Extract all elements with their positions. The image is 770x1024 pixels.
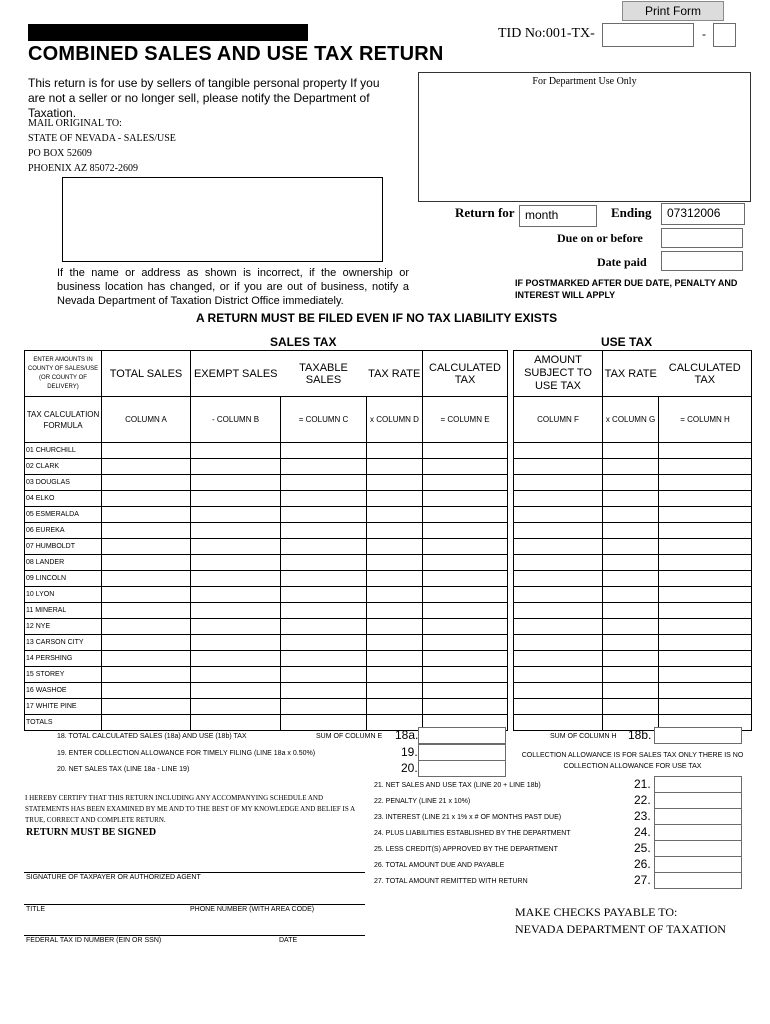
use-amount-cell[interactable] bbox=[603, 619, 659, 635]
sales-amount-cell[interactable] bbox=[102, 603, 191, 619]
use-amount-cell[interactable] bbox=[659, 555, 752, 571]
sales-amount-cell[interactable] bbox=[423, 523, 508, 539]
summary-line-text: 22. PENALTY (LINE 21 x 10%) bbox=[374, 798, 471, 805]
sales-amount-cell[interactable] bbox=[423, 699, 508, 715]
use-amount-cell[interactable] bbox=[514, 635, 603, 651]
header-bar bbox=[28, 24, 308, 41]
summary-line-number: 27. bbox=[634, 873, 651, 887]
calculated-tax-header: CALCULATED TAX bbox=[423, 351, 508, 397]
use-amount-cell[interactable] bbox=[603, 635, 659, 651]
line-20-text: 20. NET SALES TAX (LINE 18a - LINE 19) bbox=[57, 766, 190, 773]
sales-amount-cell[interactable] bbox=[367, 443, 423, 459]
sales-amount-cell[interactable] bbox=[423, 603, 508, 619]
address-change-notice: If the name or address as shown is incorrect, if the ownership or business location has changed, or if you are out of business, notify a Nevada Department of Taxation District Office immediately. bbox=[57, 267, 409, 307]
sales-amount-cell[interactable] bbox=[367, 603, 423, 619]
use-amount-cell[interactable] bbox=[659, 699, 752, 715]
tid-number-field[interactable] bbox=[602, 23, 694, 47]
use-table-row bbox=[514, 619, 752, 635]
county-name: 05 ESMERALDA bbox=[25, 507, 102, 523]
use-table-row bbox=[514, 603, 752, 619]
sales-table-row bbox=[25, 475, 508, 491]
use-amount-cell[interactable] bbox=[659, 539, 752, 555]
sales-amount-cell[interactable] bbox=[281, 555, 367, 571]
sales-amount-cell[interactable] bbox=[367, 683, 423, 699]
sales-amount-cell[interactable] bbox=[191, 507, 281, 523]
sales-tax-table bbox=[24, 350, 508, 731]
phone-label: PHONE NUMBER (WITH AREA CODE) bbox=[190, 906, 315, 913]
use-amount-cell[interactable] bbox=[514, 715, 603, 731]
sales-table-row bbox=[25, 699, 508, 715]
make-checks-line-1: MAKE CHECKS PAYABLE TO: bbox=[515, 905, 678, 919]
line-18-text: 18. TOTAL CALCULATED SALES (18a) AND USE (18b) TAX bbox=[57, 733, 247, 740]
ending-label: Ending bbox=[611, 205, 652, 220]
fein-line[interactable] bbox=[24, 935, 365, 936]
line-19-number: 19. bbox=[401, 745, 418, 759]
use-amount-cell[interactable] bbox=[514, 475, 603, 491]
sales-amount-cell[interactable] bbox=[423, 539, 508, 555]
summary-line-field[interactable] bbox=[654, 840, 742, 857]
summary-line-field[interactable] bbox=[654, 776, 742, 793]
title-label: TITLE bbox=[26, 906, 46, 913]
sales-amount-cell[interactable] bbox=[102, 507, 191, 523]
use-amount-cell[interactable] bbox=[514, 587, 603, 603]
use-amount-cell[interactable] bbox=[603, 571, 659, 587]
use-amount-cell[interactable] bbox=[603, 539, 659, 555]
sales-amount-cell[interactable] bbox=[367, 475, 423, 491]
use-table-row bbox=[514, 699, 752, 715]
sales-amount-cell[interactable] bbox=[367, 571, 423, 587]
sales-amount-cell[interactable] bbox=[191, 635, 281, 651]
line-20-number: 20. bbox=[401, 761, 418, 775]
sales-amount-cell[interactable] bbox=[102, 491, 191, 507]
use-table-row bbox=[514, 651, 752, 667]
sales-amount-cell[interactable] bbox=[191, 667, 281, 683]
summary-line-field[interactable] bbox=[654, 808, 742, 825]
sales-amount-cell[interactable] bbox=[367, 699, 423, 715]
sales-amount-cell[interactable] bbox=[102, 443, 191, 459]
return-must-be-signed: RETURN MUST BE SIGNED bbox=[26, 827, 157, 838]
due-date-field[interactable] bbox=[661, 228, 743, 248]
sales-table-row bbox=[25, 619, 508, 635]
sales-amount-cell[interactable] bbox=[423, 587, 508, 603]
use-amount-cell[interactable] bbox=[603, 507, 659, 523]
county-name: 12 NYE bbox=[25, 619, 102, 635]
sales-amount-cell[interactable] bbox=[191, 651, 281, 667]
county-header: ENTER AMOUNTS IN COUNTY OF SALES/USE (OR COUNTY OF DELIVERY) bbox=[25, 351, 102, 397]
sales-table-row bbox=[25, 667, 508, 683]
use-amount-cell[interactable] bbox=[514, 523, 603, 539]
mail-to-line-4: PHOENIX AZ 85072-2609 bbox=[28, 163, 138, 174]
use-amount-cell[interactable] bbox=[514, 459, 603, 475]
sales-amount-cell[interactable] bbox=[423, 683, 508, 699]
county-name: 02 CLARK bbox=[25, 459, 102, 475]
intro-text: This return is for use by sellers of tangible personal property If you are not a seller or no longer sell, please notify the Department of Taxation. bbox=[28, 76, 380, 120]
date-paid-label: Date paid bbox=[597, 255, 647, 269]
use-table-row bbox=[514, 571, 752, 587]
mail-to-line-2: STATE OF NEVADA - SALES/USE bbox=[28, 133, 176, 144]
county-name: 16 WASHOE bbox=[25, 683, 102, 699]
sales-amount-cell[interactable] bbox=[281, 715, 367, 731]
use-tax-rate-header: TAX RATE bbox=[603, 351, 659, 397]
use-table-row bbox=[514, 667, 752, 683]
sales-amount-cell[interactable] bbox=[191, 555, 281, 571]
sales-amount-cell[interactable] bbox=[191, 443, 281, 459]
county-name: 01 CHURCHILL bbox=[25, 443, 102, 459]
summary-line-text: 26. TOTAL AMOUNT DUE AND PAYABLE bbox=[374, 862, 505, 869]
use-amount-cell[interactable] bbox=[659, 651, 752, 667]
sales-amount-cell[interactable] bbox=[367, 491, 423, 507]
summary-line-number: 25. bbox=[634, 841, 651, 855]
summary-line-number: 26. bbox=[634, 857, 651, 871]
formula-column-c: = COLUMN C bbox=[281, 397, 367, 443]
sales-amount-cell[interactable] bbox=[423, 555, 508, 571]
sales-table-row bbox=[25, 459, 508, 475]
use-amount-cell[interactable] bbox=[514, 651, 603, 667]
sales-amount-cell[interactable] bbox=[281, 539, 367, 555]
county-name: 17 WHITE PINE bbox=[25, 699, 102, 715]
sum-column-e-label: SUM OF COLUMN E bbox=[316, 733, 383, 740]
sales-amount-cell[interactable] bbox=[102, 651, 191, 667]
summary-line-text: 21. NET SALES AND USE TAX (LINE 20 + LINE 18b) bbox=[374, 782, 541, 789]
sales-amount-cell[interactable] bbox=[367, 587, 423, 603]
sales-amount-cell[interactable] bbox=[102, 571, 191, 587]
county-name: 06 EUREKA bbox=[25, 523, 102, 539]
summary-line-text: 23. INTEREST (LINE 21 x 1% x # OF MONTHS PAST DUE) bbox=[374, 814, 562, 821]
use-amount-cell[interactable] bbox=[514, 443, 603, 459]
use-amount-cell[interactable] bbox=[659, 619, 752, 635]
sales-amount-cell[interactable] bbox=[191, 603, 281, 619]
use-amount-cell[interactable] bbox=[603, 667, 659, 683]
use-amount-cell[interactable] bbox=[603, 587, 659, 603]
sales-amount-cell[interactable] bbox=[423, 507, 508, 523]
sales-amount-cell[interactable] bbox=[423, 475, 508, 491]
use-table-row bbox=[514, 635, 752, 651]
sales-amount-cell[interactable] bbox=[191, 683, 281, 699]
sales-amount-cell[interactable] bbox=[191, 459, 281, 475]
postmark-notice: IF POSTMARKED AFTER DUE DATE, PENALTY AND INTEREST WILL APPLY bbox=[515, 278, 738, 300]
sales-table-row bbox=[25, 651, 508, 667]
county-name: 14 PERSHING bbox=[25, 651, 102, 667]
date-label: DATE bbox=[279, 937, 298, 944]
sales-amount-cell[interactable] bbox=[423, 491, 508, 507]
use-amount-cell[interactable] bbox=[514, 539, 603, 555]
sales-amount-cell[interactable] bbox=[281, 443, 367, 459]
return-for-field[interactable]: month bbox=[519, 205, 597, 227]
department-use-box bbox=[418, 72, 751, 202]
use-amount-cell[interactable] bbox=[514, 507, 603, 523]
summary-line-text: 27. TOTAL AMOUNT REMITTED WITH RETURN bbox=[374, 878, 528, 885]
use-amount-cell[interactable] bbox=[603, 443, 659, 459]
use-table-row bbox=[514, 459, 752, 475]
collection-allowance-note: COLLECTION ALLOWANCE IS FOR SALES TAX ONLY THERE IS NO COLLECTION ALLOWANCE FOR USE TAX bbox=[521, 752, 744, 770]
sum-column-h-label: SUM OF COLUMN H bbox=[550, 733, 617, 740]
use-amount-cell[interactable] bbox=[603, 475, 659, 491]
sales-amount-cell[interactable] bbox=[191, 619, 281, 635]
sales-amount-cell[interactable] bbox=[423, 635, 508, 651]
formula-column-e: = COLUMN E bbox=[423, 397, 508, 443]
use-amount-cell[interactable] bbox=[659, 667, 752, 683]
use-amount-cell[interactable] bbox=[514, 571, 603, 587]
use-amount-cell[interactable] bbox=[603, 491, 659, 507]
sales-amount-cell[interactable] bbox=[102, 715, 191, 731]
summary-line-field[interactable] bbox=[654, 824, 742, 841]
county-name: 11 MINERAL bbox=[25, 603, 102, 619]
use-amount-cell[interactable] bbox=[659, 635, 752, 651]
county-name: 10 LYON bbox=[25, 587, 102, 603]
mail-to-line-1: MAIL ORIGINAL TO: bbox=[28, 118, 122, 129]
sales-amount-cell[interactable] bbox=[102, 459, 191, 475]
line-18b-number: 18b. bbox=[628, 728, 652, 742]
sales-amount-cell[interactable] bbox=[281, 699, 367, 715]
sales-amount-cell[interactable] bbox=[281, 635, 367, 651]
sales-table-row bbox=[25, 571, 508, 587]
print-form-button[interactable] bbox=[622, 1, 724, 21]
formula-column-b: - COLUMN B bbox=[191, 397, 281, 443]
sales-amount-cell[interactable] bbox=[423, 443, 508, 459]
title-line[interactable] bbox=[24, 904, 365, 905]
use-table-row bbox=[514, 475, 752, 491]
signature-label: SIGNATURE OF TAXPAYER OR AUTHORIZED AGENT bbox=[26, 874, 201, 881]
use-table-row bbox=[514, 507, 752, 523]
use-amount-cell[interactable] bbox=[603, 523, 659, 539]
sales-amount-cell[interactable] bbox=[423, 459, 508, 475]
use-table-row bbox=[514, 491, 752, 507]
sales-amount-cell[interactable] bbox=[191, 523, 281, 539]
sales-table-row bbox=[25, 603, 508, 619]
sales-amount-cell[interactable] bbox=[191, 475, 281, 491]
sales-table-row bbox=[25, 683, 508, 699]
use-amount-cell[interactable] bbox=[603, 683, 659, 699]
sales-table-row bbox=[25, 635, 508, 651]
use-amount-cell[interactable] bbox=[659, 571, 752, 587]
county-name: 03 DOUGLAS bbox=[25, 475, 102, 491]
use-table-row bbox=[514, 523, 752, 539]
form-title: COMBINED SALES AND USE TAX RETURN bbox=[28, 43, 444, 65]
county-name: 08 LANDER bbox=[25, 555, 102, 571]
certification-text: I HEREBY CERTIFY THAT THIS RETURN INCLUDING ANY ACCOMPANYING SCHEDULE AND STATEMENTS HAS BEEN EXAMINED BY ME AND TO THE BEST OF MY KNOWLEDGE AND BELIEF IS A TRUE, CORRECT AND COMPLETE RETURN. bbox=[25, 794, 355, 824]
sales-tax-heading: SALES TAX bbox=[270, 335, 337, 349]
use-amount-cell[interactable] bbox=[603, 651, 659, 667]
county-name: 13 CARSON CITY bbox=[25, 635, 102, 651]
sales-amount-cell[interactable] bbox=[367, 555, 423, 571]
summary-line-field[interactable] bbox=[654, 872, 742, 889]
sales-amount-cell[interactable] bbox=[102, 555, 191, 571]
sales-amount-cell[interactable] bbox=[281, 507, 367, 523]
use-table-row bbox=[514, 683, 752, 699]
use-amount-cell[interactable] bbox=[514, 603, 603, 619]
sales-table-row bbox=[25, 491, 508, 507]
formula-column-a: COLUMN A bbox=[102, 397, 191, 443]
summary-line-number: 22. bbox=[634, 793, 651, 807]
fein-label: FEDERAL TAX ID NUMBER (EIN OR SSN) bbox=[26, 937, 162, 944]
sales-amount-cell[interactable] bbox=[281, 651, 367, 667]
summary-line-field[interactable] bbox=[654, 856, 742, 873]
line-20-field[interactable] bbox=[418, 760, 506, 777]
line-18a-field[interactable] bbox=[418, 727, 506, 744]
sales-amount-cell[interactable] bbox=[281, 459, 367, 475]
use-amount-cell[interactable] bbox=[659, 587, 752, 603]
sales-amount-cell[interactable] bbox=[423, 667, 508, 683]
use-amount-cell[interactable] bbox=[659, 683, 752, 699]
use-table-row bbox=[514, 443, 752, 459]
sales-amount-cell[interactable] bbox=[191, 699, 281, 715]
sales-table-row bbox=[25, 443, 508, 459]
formula-column-g: x COLUMN G bbox=[603, 397, 659, 443]
sales-amount-cell[interactable] bbox=[281, 491, 367, 507]
formula-column-h: = COLUMN H bbox=[659, 397, 752, 443]
sales-amount-cell[interactable] bbox=[191, 491, 281, 507]
sales-amount-cell[interactable] bbox=[191, 571, 281, 587]
sales-amount-cell[interactable] bbox=[102, 475, 191, 491]
mail-to-block bbox=[28, 116, 176, 176]
sales-amount-cell[interactable] bbox=[191, 715, 281, 731]
use-amount-cell[interactable] bbox=[659, 491, 752, 507]
sales-amount-cell[interactable] bbox=[281, 571, 367, 587]
use-amount-cell[interactable] bbox=[514, 667, 603, 683]
sales-table-row bbox=[25, 507, 508, 523]
sales-amount-cell[interactable] bbox=[102, 619, 191, 635]
mail-to-line-3: PO BOX 52609 bbox=[28, 148, 92, 159]
summary-line-number: 21. bbox=[634, 777, 651, 791]
line-18b-field[interactable] bbox=[654, 727, 742, 744]
date-paid-field[interactable] bbox=[661, 251, 743, 271]
sales-amount-cell[interactable] bbox=[423, 571, 508, 587]
tid-suffix-field[interactable] bbox=[713, 23, 736, 47]
sales-amount-cell[interactable] bbox=[281, 523, 367, 539]
summary-line-number: 24. bbox=[634, 825, 651, 839]
summary-line-text: 24. PLUS LIABILITIES ESTABLISHED BY THE DEPARTMENT bbox=[374, 830, 571, 837]
taxable-sales-header: TAXABLE SALES bbox=[281, 351, 367, 397]
sales-amount-cell[interactable] bbox=[367, 651, 423, 667]
use-amount-cell[interactable] bbox=[514, 555, 603, 571]
summary-line-text: 25. LESS CREDIT(S) APPROVED BY THE DEPARTMENT bbox=[374, 846, 558, 853]
tax-rate-header: TAX RATE bbox=[367, 351, 423, 397]
department-use-label: For Department Use Only bbox=[532, 76, 637, 87]
county-name: 04 ELKO bbox=[25, 491, 102, 507]
use-amount-cell[interactable] bbox=[603, 699, 659, 715]
sales-amount-cell[interactable] bbox=[367, 523, 423, 539]
use-amount-cell[interactable] bbox=[603, 555, 659, 571]
due-date-label: Due on or before bbox=[557, 231, 643, 245]
sales-amount-cell[interactable] bbox=[423, 651, 508, 667]
sales-amount-cell[interactable] bbox=[281, 667, 367, 683]
sales-amount-cell[interactable] bbox=[102, 539, 191, 555]
sales-amount-cell[interactable] bbox=[102, 667, 191, 683]
sales-amount-cell[interactable] bbox=[281, 619, 367, 635]
sales-amount-cell[interactable] bbox=[281, 587, 367, 603]
county-name: TOTALS bbox=[25, 715, 102, 731]
use-amount-cell[interactable] bbox=[659, 523, 752, 539]
summary-line-field[interactable] bbox=[654, 792, 742, 809]
sales-table-row bbox=[25, 539, 508, 555]
use-tax-heading: USE TAX bbox=[601, 335, 653, 349]
formula-column-f: COLUMN F bbox=[514, 397, 603, 443]
sales-table-row bbox=[25, 587, 508, 603]
amount-subject-header: AMOUNT SUBJECT TO USE TAX bbox=[514, 351, 603, 397]
sales-amount-cell[interactable] bbox=[367, 507, 423, 523]
sales-amount-cell[interactable] bbox=[281, 475, 367, 491]
county-name: 07 HUMBOLDT bbox=[25, 539, 102, 555]
tid-dash: - bbox=[702, 27, 706, 41]
use-amount-cell[interactable] bbox=[659, 475, 752, 491]
sales-table-row bbox=[25, 523, 508, 539]
use-calculated-tax-header: CALCULATED TAX bbox=[659, 351, 752, 397]
sales-amount-cell[interactable] bbox=[367, 667, 423, 683]
use-tax-table bbox=[513, 350, 752, 731]
use-table-row bbox=[514, 539, 752, 555]
signature-line[interactable] bbox=[24, 872, 365, 873]
sales-table-row bbox=[25, 555, 508, 571]
sales-amount-cell[interactable] bbox=[367, 619, 423, 635]
formula-label: TAX CALCULATION FORMULA bbox=[25, 397, 102, 443]
sales-amount-cell[interactable] bbox=[423, 619, 508, 635]
tid-label: TID No:001-TX- bbox=[498, 26, 595, 41]
summary-line-number: 23. bbox=[634, 809, 651, 823]
sales-amount-cell[interactable] bbox=[102, 699, 191, 715]
sales-amount-cell[interactable] bbox=[102, 635, 191, 651]
line-19-text: 19. ENTER COLLECTION ALLOWANCE FOR TIMELY FILING (LINE 18a x 0.50%) bbox=[57, 750, 316, 757]
line-18a-number: 18a. bbox=[395, 728, 419, 742]
use-amount-cell[interactable] bbox=[659, 507, 752, 523]
county-name: 15 STOREY bbox=[25, 667, 102, 683]
print-form-label: Print Form bbox=[644, 4, 701, 18]
sales-amount-cell[interactable] bbox=[102, 683, 191, 699]
sales-amount-cell[interactable] bbox=[102, 523, 191, 539]
make-checks-block bbox=[515, 904, 726, 938]
use-amount-cell[interactable] bbox=[659, 443, 752, 459]
make-checks-line-2: NEVADA DEPARTMENT OF TAXATION bbox=[515, 922, 726, 936]
use-amount-cell[interactable] bbox=[514, 491, 603, 507]
formula-column-d: x COLUMN D bbox=[367, 397, 423, 443]
return-for-label: Return for bbox=[455, 205, 515, 220]
use-amount-cell[interactable] bbox=[659, 459, 752, 475]
sales-amount-cell[interactable] bbox=[281, 683, 367, 699]
sales-amount-cell[interactable] bbox=[191, 587, 281, 603]
sales-amount-cell[interactable] bbox=[367, 459, 423, 475]
total-sales-header: TOTAL SALES bbox=[102, 351, 191, 397]
sales-amount-cell[interactable] bbox=[191, 539, 281, 555]
line-19-field[interactable] bbox=[418, 744, 506, 761]
county-name: 09 LINCOLN bbox=[25, 571, 102, 587]
must-file-notice: A RETURN MUST BE FILED EVEN IF NO TAX LIABILITY EXISTS bbox=[196, 311, 558, 325]
taxpayer-address-box[interactable] bbox=[62, 177, 383, 262]
use-amount-cell[interactable] bbox=[514, 699, 603, 715]
use-amount-cell[interactable] bbox=[514, 683, 603, 699]
use-table-row bbox=[514, 587, 752, 603]
use-amount-cell[interactable] bbox=[603, 459, 659, 475]
exempt-sales-header: EXEMPT SALES bbox=[191, 351, 281, 397]
sales-amount-cell[interactable] bbox=[281, 603, 367, 619]
use-table-row bbox=[514, 555, 752, 571]
use-amount-cell[interactable] bbox=[659, 603, 752, 619]
sales-amount-cell[interactable] bbox=[102, 587, 191, 603]
sales-amount-cell[interactable] bbox=[367, 635, 423, 651]
ending-field[interactable]: 07312006 bbox=[661, 203, 745, 225]
use-amount-cell[interactable] bbox=[514, 619, 603, 635]
sales-amount-cell[interactable] bbox=[367, 539, 423, 555]
use-amount-cell[interactable] bbox=[603, 603, 659, 619]
